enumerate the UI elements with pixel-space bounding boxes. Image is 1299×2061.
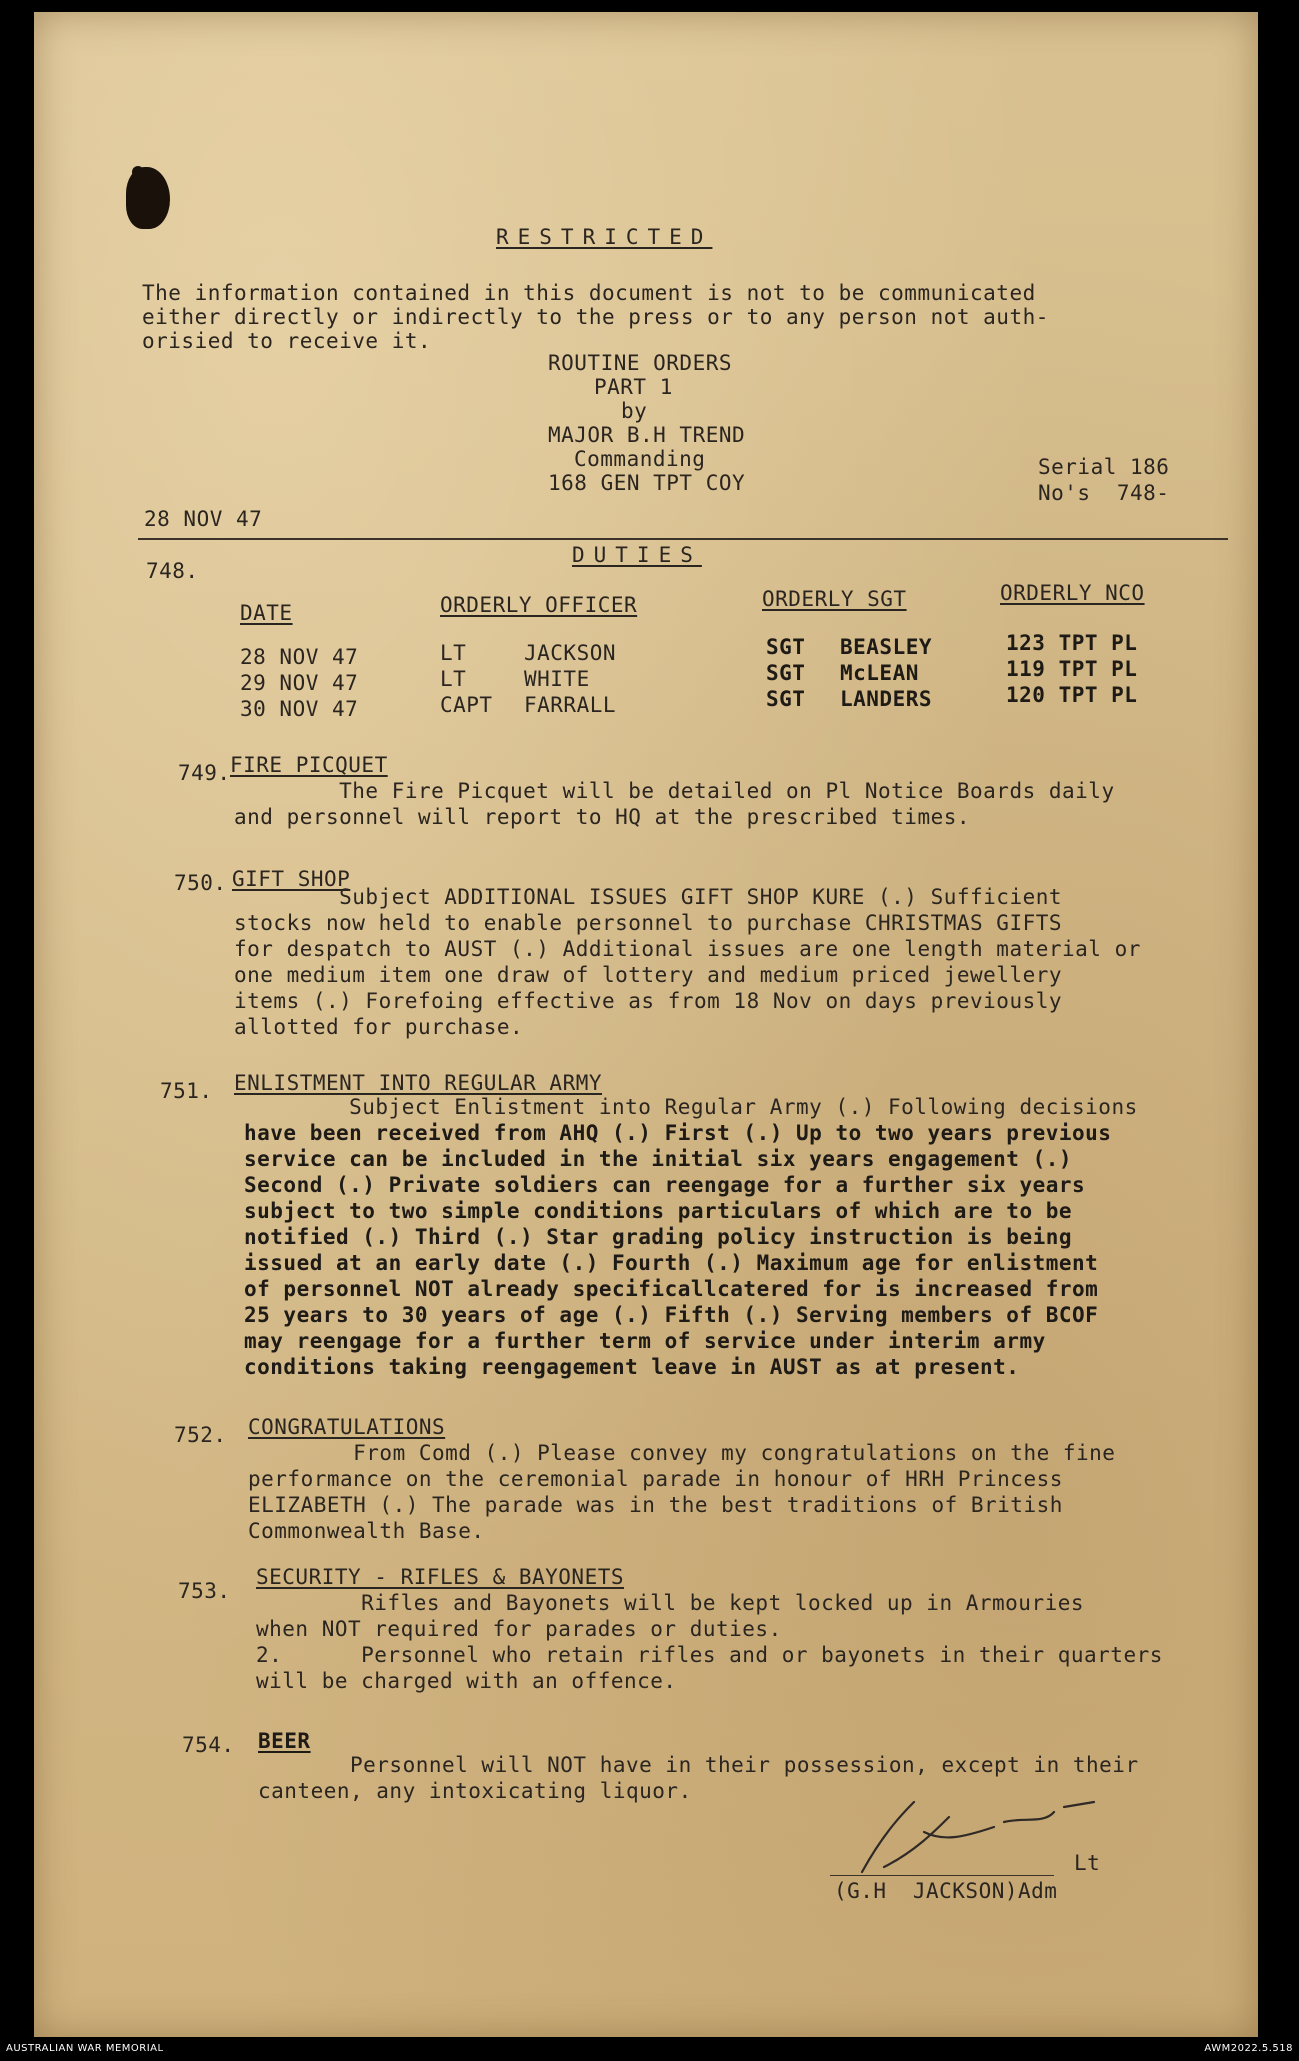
item-title: CONGRATULATIONS — [248, 1415, 446, 1439]
column-orderly-sgt: ORDERLY SGT — [762, 587, 907, 611]
officer-rank: CAPT — [440, 693, 493, 717]
item-line: Subject ADDITIONAL ISSUES GIFT SHOP KURE (.) Sufficient — [234, 885, 1063, 909]
item-number: 754. — [182, 1733, 235, 1757]
title-line-4: MAJOR B.H TREND — [548, 423, 746, 447]
item-line: performance on the ceremonial parade in honour of HRH Princess — [248, 1467, 1063, 1491]
item-title: SECURITY - RIFLES & BAYONETS — [256, 1565, 625, 1589]
item-line: will be charged with an offence. — [256, 1669, 677, 1693]
item-line: subject to two simple conditions particulars of which are to be — [244, 1199, 1073, 1223]
sgt-rank: SGT — [766, 687, 806, 711]
item-title: FIRE PICQUET — [230, 753, 388, 777]
item-line: Commonwealth Base. — [248, 1519, 485, 1543]
order-numbers: No's 748- — [1038, 481, 1170, 505]
item-number: 752. — [174, 1423, 227, 1447]
nco-platoon: 120 TPT PL — [1006, 683, 1138, 707]
item-title: BEER — [258, 1729, 311, 1753]
header-rule — [138, 538, 1228, 540]
duty-date: 29 NOV 47 — [240, 671, 359, 695]
officer-rank: LT — [440, 641, 467, 665]
officer-rank: LT — [440, 667, 467, 691]
classification-heading: RESTRICTED — [496, 225, 713, 249]
item-line: for despatch to AUST (.) Additional issues are one length material or — [234, 937, 1141, 961]
column-orderly-nco: ORDERLY NCO — [1000, 581, 1145, 605]
title-line-5: Commanding — [574, 447, 706, 471]
item-line: when NOT required for parades or duties. — [256, 1617, 782, 1641]
item-line: and personnel will report to HQ at the prescribed times. — [234, 805, 971, 829]
item-line: notified (.) Third (.) Star grading policy instruction is being — [244, 1225, 1073, 1249]
item-line: have been received from AHQ (.) First (.) Up to two years previous — [244, 1121, 1112, 1145]
warning-line-1: The information contained in this document is not to be communicated — [142, 281, 1036, 305]
column-date: DATE — [240, 601, 293, 625]
footer-accession-number: AWM2022.5.518 — [1204, 2043, 1293, 2054]
item-line: may reengage for a further term of service under interim army — [244, 1329, 1046, 1353]
item-line: conditions taking reengagement leave in AUST as at present. — [244, 1355, 1020, 1379]
footer-credit: AUSTRALIAN WAR MEMORIAL — [6, 2043, 164, 2054]
signatory-rank: Lt — [1074, 1851, 1101, 1875]
title-line-2: PART 1 — [594, 375, 673, 399]
order-date: 28 NOV 47 — [144, 507, 263, 531]
officer-name: WHITE — [524, 667, 590, 691]
item-title: ENLISTMENT INTO REGULAR ARMY — [234, 1071, 603, 1095]
sgt-name: BEASLEY — [840, 635, 933, 659]
sgt-rank: SGT — [766, 661, 806, 685]
item-line: stocks now held to enable personnel to purchase CHRISTMAS GIFTS — [234, 911, 1063, 935]
title-line-1: ROUTINE ORDERS — [548, 351, 733, 375]
warning-line-3: orisied to receive it. — [142, 329, 432, 353]
duties-number: 748. — [146, 559, 199, 583]
item-number: 753. — [178, 1579, 231, 1603]
item-line: issued at an early date (.) Fourth (.) Maximum age for enlistment — [244, 1251, 1099, 1275]
item-line: items (.) Forefoing effective as from 18 Nov on days previously — [234, 989, 1063, 1013]
duty-date: 30 NOV 47 — [240, 697, 359, 721]
signatory-name: (G.H JACKSON)Adm — [834, 1879, 1058, 1903]
document-page — [34, 12, 1258, 2037]
punch-hole — [126, 167, 170, 229]
nco-platoon: 119 TPT PL — [1006, 657, 1138, 681]
warning-line-2: either directly or indirectly to the press or to any person not auth- — [142, 305, 1049, 329]
item-line: 25 years to 30 years of age (.) Fifth (.) Serving members of BCOF — [244, 1303, 1099, 1327]
duties-heading: DUTIES — [572, 543, 702, 567]
item-line: 2. Personnel who retain rifles and or bayonets in their quarters — [256, 1643, 1163, 1667]
title-line-3: by — [621, 399, 648, 423]
sgt-rank: SGT — [766, 635, 806, 659]
nco-platoon: 123 TPT PL — [1006, 631, 1138, 655]
item-number: 751. — [160, 1079, 213, 1103]
item-line: Subject Enlistment into Regular Army (.) Following decisions — [244, 1095, 1138, 1119]
item-line: Second (.) Private soldiers can reengage for a further six years — [244, 1173, 1086, 1197]
item-line: allotted for purchase. — [234, 1015, 524, 1039]
item-number: 749. — [178, 761, 231, 785]
item-line: of personnel NOT already specificallcatered for is increased from — [244, 1277, 1099, 1301]
item-line: service can be included in the initial six years engagement (.) — [244, 1147, 1073, 1171]
item-line: Personnel will NOT have in their possession, except in their — [258, 1753, 1139, 1777]
serial-number: Serial 186 — [1038, 455, 1170, 479]
punch-hole-fragment — [132, 166, 144, 178]
item-line: ELIZABETH (.) The parade was in the best traditions of British — [248, 1493, 1063, 1517]
item-line: one medium item one draw of lottery and medium priced jewellery — [234, 963, 1063, 987]
item-line: Rifles and Bayonets will be kept locked up in Armouries — [256, 1591, 1085, 1615]
item-line: From Comd (.) Please convey my congratulations on the fine — [248, 1441, 1116, 1465]
officer-name: JACKSON — [524, 641, 617, 665]
item-line: canteen, any intoxicating liquor. — [258, 1779, 692, 1803]
officer-name: FARRALL — [524, 693, 617, 717]
title-line-6: 168 GEN TPT COY — [548, 471, 746, 495]
item-title: GIFT SHOP — [232, 867, 351, 891]
sgt-name: McLEAN — [840, 661, 919, 685]
column-orderly-officer: ORDERLY OFFICER — [440, 593, 638, 617]
duty-date: 28 NOV 47 — [240, 645, 359, 669]
signature-rule — [830, 1875, 1054, 1876]
sgt-name: LANDERS — [840, 687, 933, 711]
handwritten-signature — [854, 1772, 1154, 1892]
item-line: The Fire Picquet will be detailed on Pl Notice Boards daily — [234, 779, 1115, 803]
item-number: 750. — [174, 871, 227, 895]
